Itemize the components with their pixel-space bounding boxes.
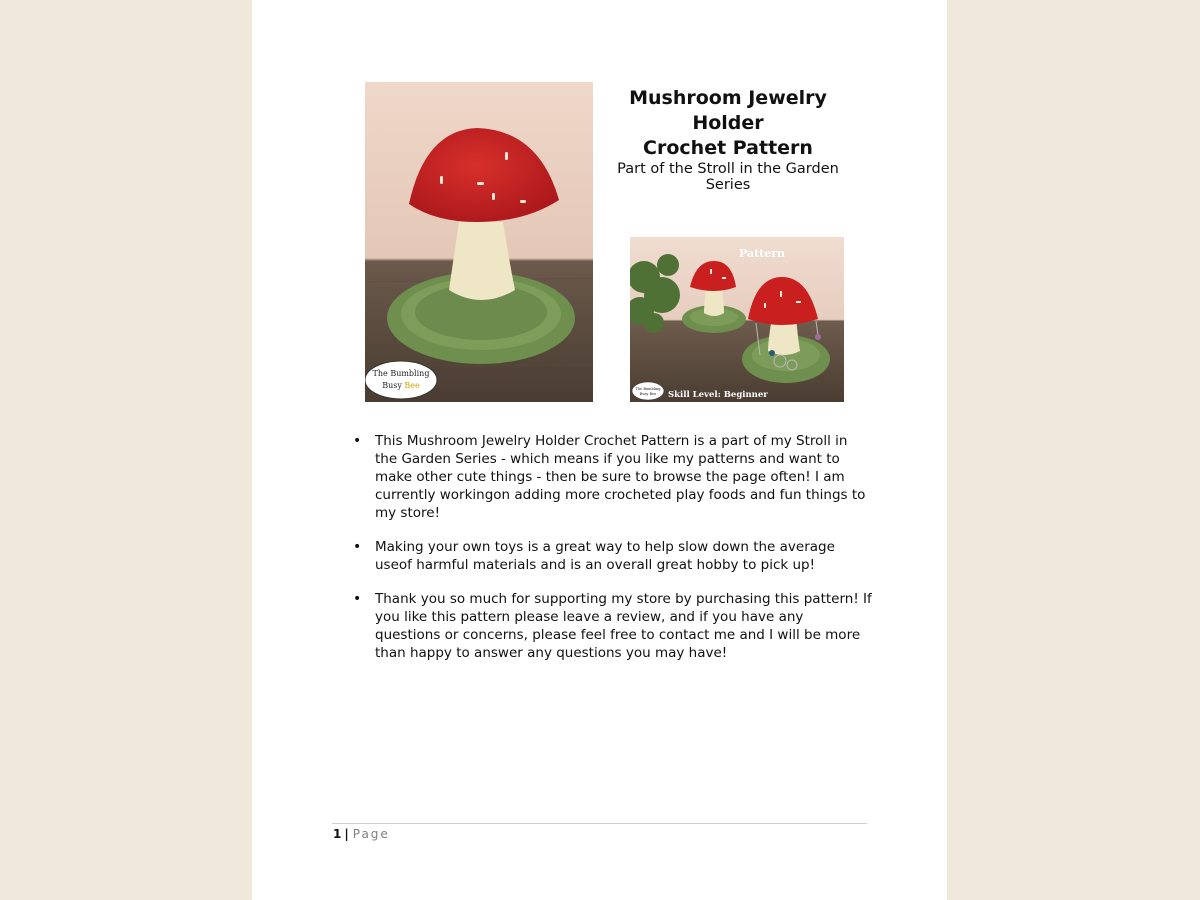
mushroom-photo-main bbox=[365, 82, 593, 402]
page-label: Page bbox=[352, 827, 390, 841]
title-line-2: Crochet Pattern bbox=[643, 137, 813, 159]
bullet-list bbox=[352, 432, 872, 678]
logo-text-line1: The Bumbling bbox=[372, 369, 430, 378]
page-footer bbox=[333, 827, 390, 841]
pattern-label: Pattern bbox=[738, 247, 786, 260]
skill-level-label: Skill Level: Beginner bbox=[668, 390, 768, 400]
footer-separator: | bbox=[344, 827, 349, 841]
page-subtitle: Part of the Stroll in the Garden Series bbox=[617, 161, 839, 193]
small-logo-line1: The Bumbling bbox=[635, 387, 661, 391]
document-page bbox=[252, 0, 947, 900]
footer-divider bbox=[332, 823, 867, 824]
small-logo-line2: Busy Bee bbox=[639, 392, 657, 396]
mushroom-photo-secondary bbox=[630, 237, 844, 402]
page-title bbox=[598, 86, 858, 161]
page-number: 1 bbox=[333, 827, 342, 841]
logo-text-line2: Busy Bee bbox=[382, 381, 420, 390]
bullet-item: • Thank you so much for supporting my store by purchasing this pattern! If you like this pattern please leave a review, and if you have any questions or concerns, please feel free to contact me and I will be more than happy to answer any questions you may have! bbox=[352, 590, 872, 662]
bullet-item: • This Mushroom Jewelry Holder Crochet Pattern is a part of my Stroll in the Garden Series - which means if you like my patterns and want to make other cute things - then be sure to browse the page often! I am currently workingon adding more crocheted play foods and fun things to my store! bbox=[352, 432, 872, 522]
bullet-item: • Making your own toys is a great way to help slow down the average useof harmful materials and is an overall great hobby to pick up! bbox=[352, 538, 872, 574]
title-line-1: Mushroom Jewelry Holder bbox=[629, 87, 827, 134]
